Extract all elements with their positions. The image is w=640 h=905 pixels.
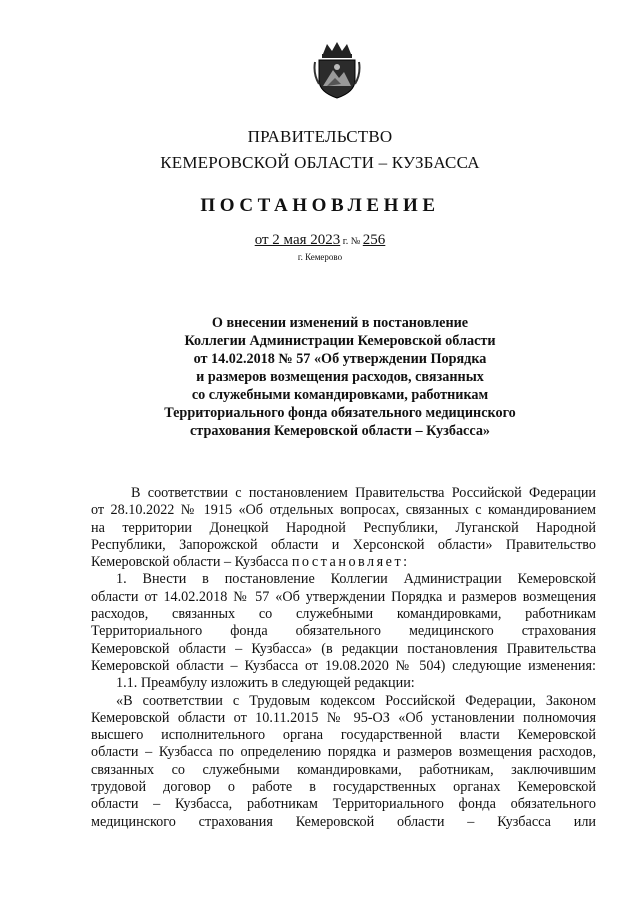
subject-line: О внесении изменений в постановление [211, 315, 469, 331]
decree-body [91, 485, 596, 831]
body-line: области – Кузбасса, работникам Территориального фонда обязательного [91, 796, 596, 813]
subject-line: от 14.02.2018 № 57 «Об утверждении Порядка [193, 351, 487, 367]
body-line: 1. Внести в постановление Коллегии Администрации Кемеровской [116, 571, 596, 588]
body-line: «В соответствии с Трудовым кодексом Российской Федерации, Законом [116, 692, 596, 709]
body-line: связанных со служебными командировками, работникам, заключившим [91, 761, 596, 778]
body-line: 1.1. Преамбулу изложить в следующей редакции: [116, 675, 415, 692]
coat-of-arms-emblem [313, 40, 361, 100]
body-line: Кемеровской области – Кузбасса от 19.08.2020 № 504) следующие изменения: [91, 657, 596, 674]
body-line: от 28.10.2022 № 1915 «Об отдельных вопросах, связанных с командированием [91, 502, 596, 519]
body-line: Территориального фонда обязательного медицинского страхования [91, 623, 596, 640]
body-line: трудовой договор о работе в государственных органах Кемеровской [91, 779, 596, 796]
subject-line: со служебными командировками, работникам [191, 387, 489, 403]
body-line: области от 14.02.2018 № 57 «Об утверждении Порядка и размеров возмещения [91, 588, 596, 605]
body-line: В соответствии с постановлением Правительства Российской Федерации [131, 485, 596, 501]
number-sign: № [348, 236, 363, 247]
year-suffix: г. [340, 236, 349, 247]
body-line: Республики, Запорожской области и Херсонской области» Правительство [91, 536, 596, 553]
government-name-line2: КЕМЕРОВСКОЙ ОБЛАСТИ – КУЗБАССА [160, 153, 480, 172]
decree-number: 256 [362, 232, 386, 248]
government-name-line1: ПРАВИТЕЛЬСТВО [247, 127, 393, 146]
decree-title: ПОСТАНОВЛЕНИЕ [200, 195, 440, 216]
decree-date-number [0, 232, 640, 249]
resolves-word: постановляет: [291, 554, 410, 571]
body-line: высшего исполнительного органа государственной власти Кемеровской [91, 727, 596, 744]
body-line: области – Кузбасса по определению порядка и размеров возмещения расходов, [91, 744, 596, 761]
body-line: расходов, связанных со служебными командировками, работникам [91, 606, 596, 623]
city-label: г. Кемерово [297, 252, 343, 262]
decree-date: от 2 мая 2023 [254, 232, 341, 248]
body-line: Кемеровской области – Кузбасса» (в редакции постановления Правительства [91, 640, 596, 657]
body-line: медицинского страхования Кемеровской области – Кузбасса или [91, 813, 596, 830]
body-line-text: Кемеровской области – Кузбасса [91, 554, 292, 571]
subject-line: Территориального фонда обязательного медицинского [164, 405, 516, 421]
decree-subject [140, 314, 540, 440]
subject-line: Коллегии Администрации Кемеровской области [184, 333, 496, 349]
subject-line: и размеров возмещения расходов, связанных [196, 369, 484, 385]
body-line [91, 554, 596, 571]
body-line: на территории Донецкой Народной Республики, Луганской Народной [91, 519, 596, 536]
subject-line: страхования Кемеровской области – Кузбасса» [190, 423, 490, 439]
body-line: Кемеровской области от 10.11.2015 № 95-ОЗ «Об установлении полномочия [91, 709, 596, 726]
